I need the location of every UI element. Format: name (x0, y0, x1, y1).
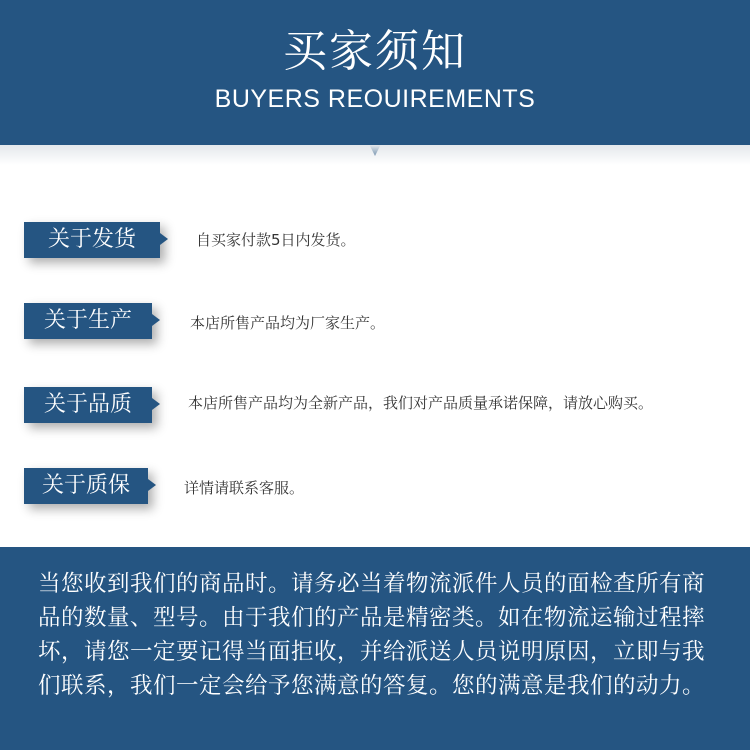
header-shadow (0, 145, 750, 165)
header-banner (0, 0, 750, 145)
section-text: 自买家付款5日内发货。 (196, 231, 356, 249)
section-label: 关于质保 (24, 468, 148, 504)
tag-arrow-icon (152, 314, 160, 326)
tag-arrow-icon (160, 233, 168, 245)
section-text: 本店所售产品均为全新产品，我们对产品质量承诺保障，请放心购买。 (188, 394, 654, 412)
section-warranty (0, 468, 750, 514)
section-label: 关于品质 (24, 387, 152, 423)
footer-notice-text: 当您收到我们的商品时。请务必当着物流派件人员的面检查所有商品的数量、型号。由于我们的产品是精密类。如在物流运输过程摔坏，请您一定要记得当面拒收，并给派送人员说明原因，立即与我们联系，我们一定会给予您满意的答复。您的满意是我们的动力。 (38, 571, 706, 699)
section-text: 详情请联系客服。 (184, 479, 305, 497)
section-label: 关于发货 (24, 222, 160, 258)
footer-notice (0, 547, 750, 750)
section-quality (0, 387, 750, 433)
tag-arrow-icon (152, 398, 160, 410)
section-production (0, 303, 750, 349)
page-title: 买家须知 (283, 26, 467, 77)
page-subtitle: BUYERS REOUIREMENTS (214, 85, 536, 113)
section-text: 本店所售产品均为厂家生产。 (190, 314, 386, 332)
section-label: 关于生产 (24, 303, 152, 339)
section-shipping (0, 222, 750, 268)
tag-arrow-icon (148, 479, 156, 491)
